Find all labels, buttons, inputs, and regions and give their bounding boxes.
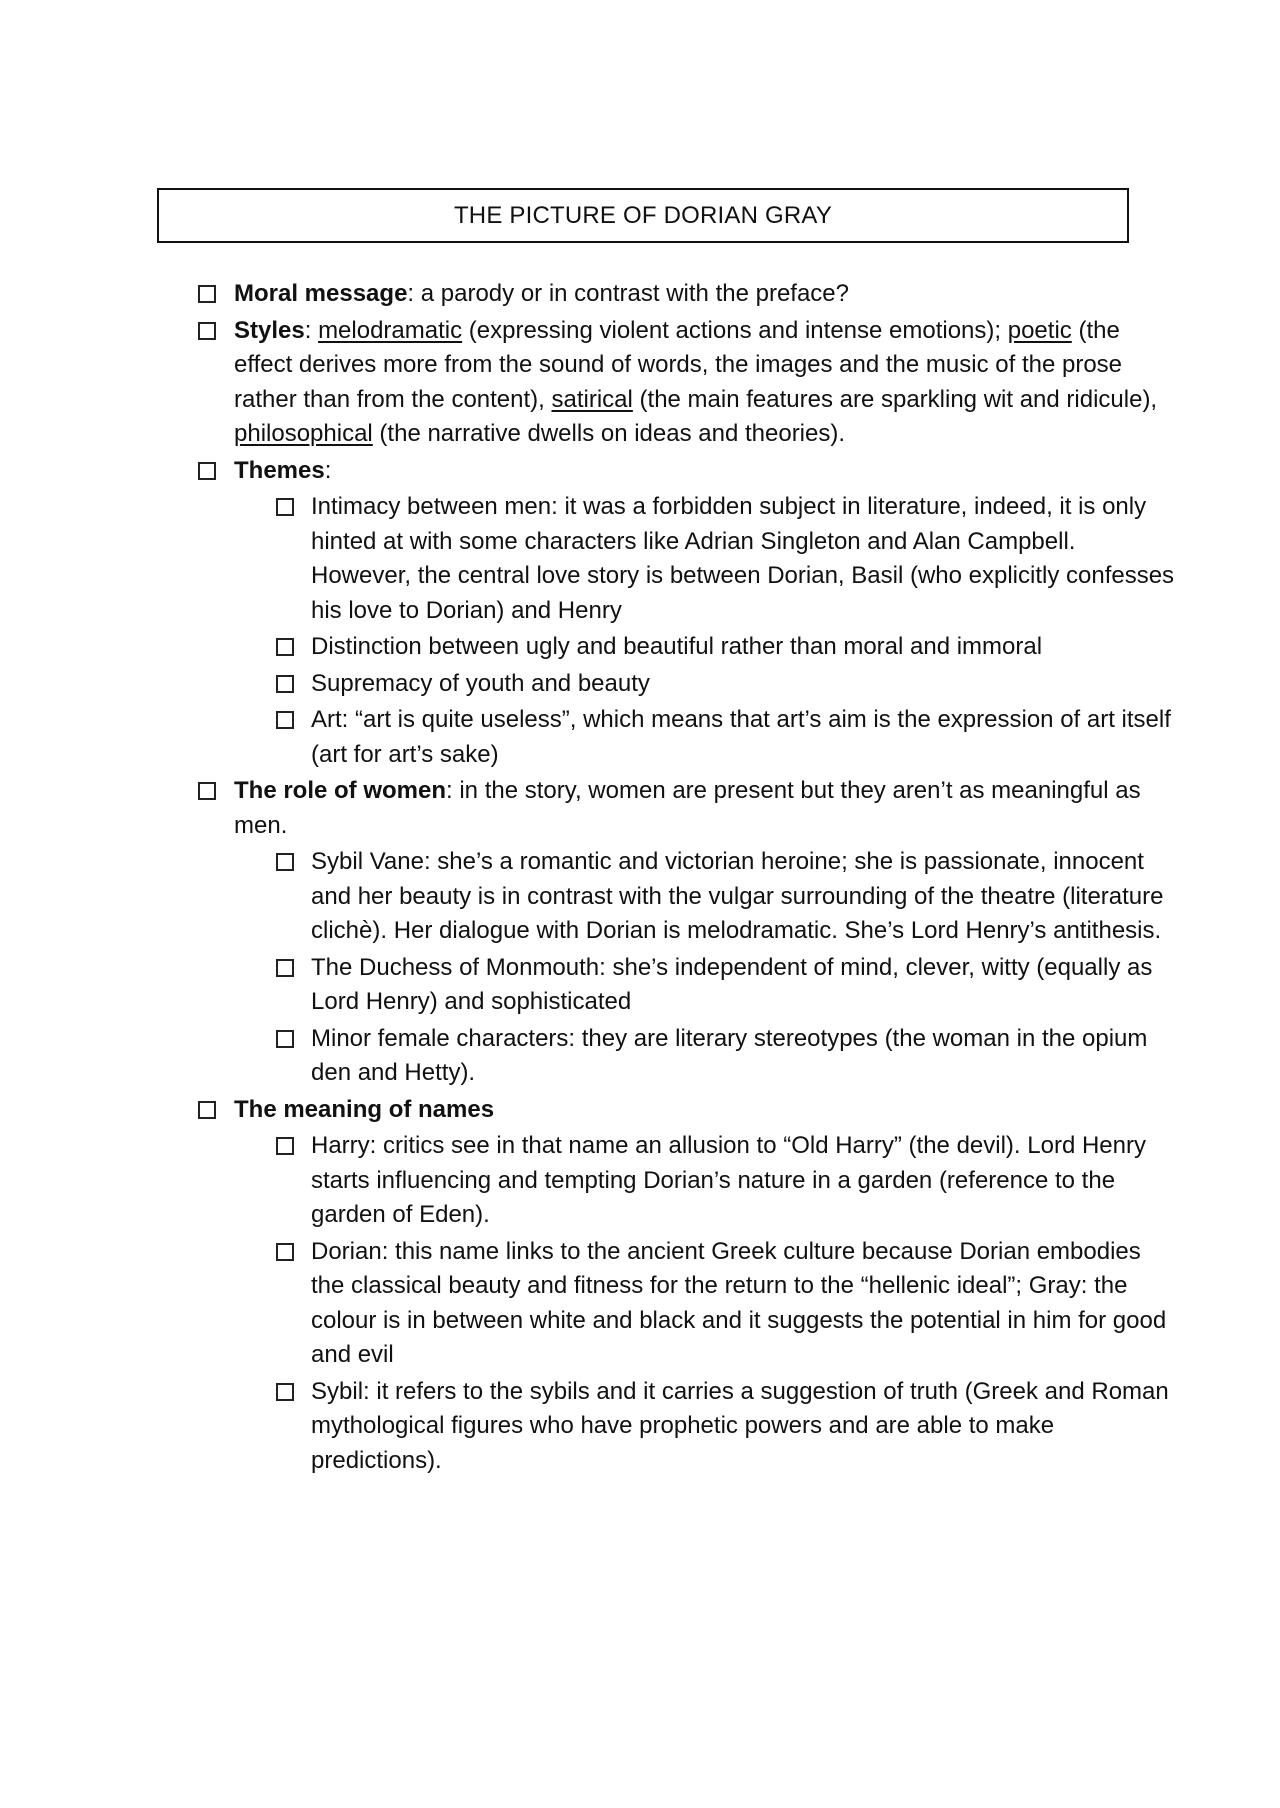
title-box <box>157 188 1129 243</box>
sub-item-women-sybil-vane <box>0 845 1180 949</box>
style-term-satirical: satirical <box>551 385 633 413</box>
sub-item-text: Sybil Vane: she’s a romantic and victorian heroine; she is passionate, innocent and her beauty is in contrast with the vulgar surrounding of the theatre (literature clichè). Her dialogue with Dorian is melodramatic. She’s Lord Henry’s antithesis. <box>311 848 1164 944</box>
sub-item-text: Sybil: it refers to the sybils and it carries a suggestion of truth (Greek and Roman mythological figures who have prophetic powers and are able to make predictions). <box>311 1377 1169 1474</box>
item-label: Moral message <box>234 280 408 307</box>
sub-item-women-minor <box>0 1022 1180 1091</box>
style-description: (the main features are sparkling wit and ridicule), <box>632 385 1158 413</box>
checklist-item-styles <box>0 314 1180 452</box>
checkbox-icon[interactable] <box>276 711 294 729</box>
sub-item-names-sybil <box>0 1375 1180 1479</box>
checkbox-icon[interactable] <box>198 322 216 340</box>
sub-item-text: Distinction between ugly and beautiful rather than moral and immoral <box>311 633 1043 660</box>
sub-item-names-dorian <box>0 1235 1180 1373</box>
sub-item-themes-intimacy <box>0 490 1180 628</box>
checkbox-icon[interactable] <box>276 675 294 693</box>
checkbox-icon[interactable] <box>198 462 216 480</box>
sub-item-themes-distinction <box>0 630 1180 665</box>
style-description: (the effect derives more from the sound of words, the images and the music of the prose rather than from the content), <box>234 316 1123 413</box>
item-label: Styles <box>234 316 305 344</box>
sub-item-text: Intimacy between men: it was a forbidden subject in literature, indeed, it is only hinted at with some characters like Adrian Singleton and Alan Campbell. However, the central love story is between Dorian, Basil (who explicitly confesses his love to Dorian) and Henry <box>311 493 1175 624</box>
checkbox-icon[interactable] <box>276 638 294 656</box>
checkbox-icon[interactable] <box>276 853 294 871</box>
sub-item-text: Dorian: this name links to the ancient Greek culture because Dorian embodies the classical beauty and fitness for the return to the “hellenic ideal”; Gray: the colour is in between white and black and it suggests the potential in him for good and evil <box>311 1237 1167 1368</box>
style-term-poetic: poetic <box>1007 316 1072 344</box>
checklist-item-role-of-women <box>0 774 1180 843</box>
style-term-philosophical: philosophical <box>234 420 373 447</box>
sub-item-text: Supremacy of youth and beauty <box>311 669 650 697</box>
checkbox-icon[interactable] <box>276 1243 294 1261</box>
sub-item-text: The Duchess of Monmouth: she’s independent of mind, clever, witty (equally as Lord Henry) and sophisticated <box>311 953 1153 1015</box>
item-separator: : <box>324 456 332 484</box>
sub-item-text: Harry: critics see in that name an allusion to “Old Harry” (the devil). Lord Henry starts influencing and tempting Dorian’s nature in a garden (reference to the garden of Eden). <box>311 1132 1146 1228</box>
checklist <box>0 277 1280 1480</box>
item-label: The role of women <box>234 777 447 804</box>
checkbox-icon[interactable] <box>276 959 294 977</box>
sub-item-text: Art: “art is quite useless”, which means that art’s aim is the expression of art itself (art for art’s sake) <box>311 706 1171 768</box>
checkbox-icon[interactable] <box>276 498 294 516</box>
document-title: THE PICTURE OF DORIAN GRAY <box>453 201 833 229</box>
checkbox-icon[interactable] <box>276 1137 294 1155</box>
style-description: (expressing violent actions and intense emotions); <box>462 316 1008 344</box>
item-text: : a parody or in contrast with the preface? <box>407 280 849 307</box>
checklist-item-moral-message <box>0 277 1180 312</box>
style-description: (the narrative dwells on ideas and theories). <box>372 420 846 447</box>
item-separator: : <box>304 316 319 344</box>
sub-item-women-duchess <box>0 951 1180 1020</box>
style-term-melodramatic: melodramatic <box>318 316 463 344</box>
sub-item-names-harry <box>0 1129 1180 1233</box>
checklist-item-meaning-of-names <box>0 1093 1180 1128</box>
checklist-item-themes <box>0 454 1180 489</box>
sub-item-themes-youth <box>0 667 1180 702</box>
checkbox-icon[interactable] <box>198 1101 216 1119</box>
item-label: Themes <box>234 456 325 484</box>
sub-item-themes-art <box>0 703 1180 772</box>
checkbox-icon[interactable] <box>198 782 216 800</box>
item-text: : in the story, women are present but they aren’t as meaningful as men. <box>234 777 1141 839</box>
checkbox-icon[interactable] <box>198 285 216 303</box>
checkbox-icon[interactable] <box>276 1383 294 1401</box>
item-label: The meaning of names <box>234 1095 495 1123</box>
checkbox-icon[interactable] <box>276 1030 294 1048</box>
sub-item-text: Minor female characters: they are literary stereotypes (the woman in the opium den and Hetty). <box>311 1024 1148 1086</box>
